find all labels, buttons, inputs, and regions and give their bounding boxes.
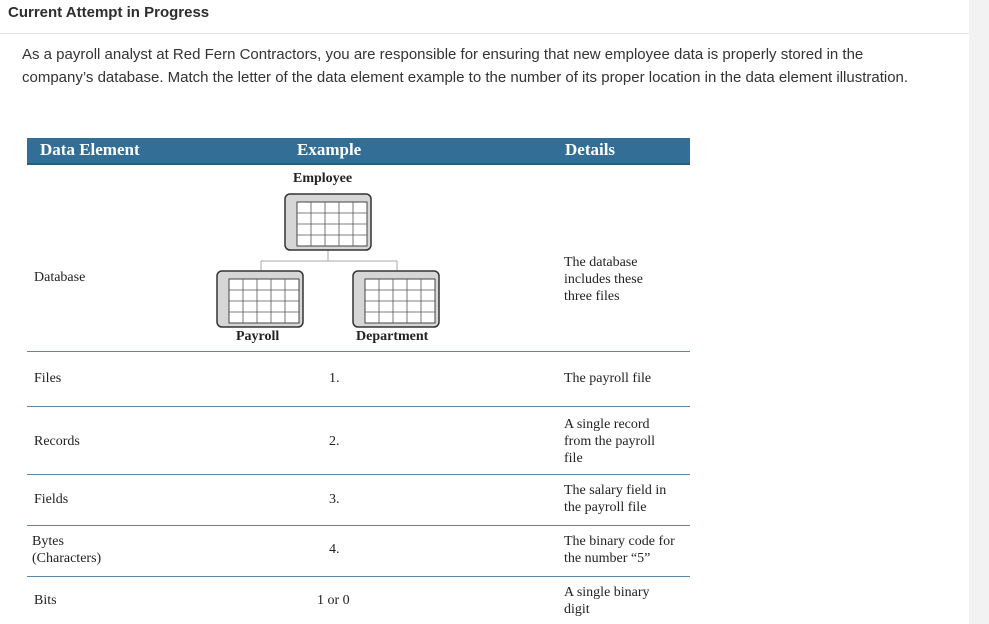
- employee-file-icon: [285, 194, 371, 250]
- row-bits-element: Bits: [34, 593, 57, 608]
- page-title: Current Attempt in Progress: [8, 4, 210, 21]
- row-divider: [27, 525, 690, 526]
- row-bits-example: 1 or 0: [317, 593, 350, 608]
- department-file-icon: [353, 271, 439, 327]
- header-data-element: Data Element: [40, 140, 140, 159]
- row-records-details: A single record from the payroll file: [564, 417, 655, 466]
- employee-label: Employee: [293, 171, 353, 186]
- question-prompt: As a payroll analyst at Red Fern Contractors, you are responsible for ensuring that new employee data is properly stored in the company’s database. Match the letter of the data element example to the number of its proper location in the data element illustration.: [22, 46, 909, 86]
- header-details: Details: [565, 140, 616, 159]
- row-fields-element: Fields: [34, 492, 69, 507]
- row-database-details: The database includes these three files: [564, 255, 643, 304]
- row-divider: [27, 406, 690, 407]
- row-fields-details: The salary field in the payroll file: [564, 483, 667, 515]
- data-element-figure: [27, 138, 690, 624]
- row-divider: [27, 474, 690, 475]
- payroll-label: Payroll: [236, 329, 280, 344]
- row-files-element: Files: [34, 371, 62, 386]
- row-bits-details: A single binary digit: [564, 585, 650, 617]
- scrollbar-track[interactable]: [969, 0, 989, 624]
- payroll-file-icon: [217, 271, 303, 327]
- row-records-example: 2.: [329, 434, 340, 449]
- row-records-element: Records: [34, 434, 80, 449]
- row-divider: [27, 351, 690, 352]
- database-tree-illustration: [27, 138, 690, 348]
- row-bytes-details: The binary code for the number “5”: [564, 534, 675, 566]
- row-bytes-example: 4.: [329, 542, 340, 557]
- department-label: Department: [356, 329, 429, 344]
- row-fields-example: 3.: [329, 492, 340, 507]
- title-divider: [0, 33, 969, 34]
- row-files-example: 1.: [329, 371, 340, 386]
- header-example: Example: [297, 140, 362, 159]
- row-divider: [27, 576, 690, 577]
- row-bytes-element: Bytes (Characters): [32, 534, 102, 566]
- row-files-details: The payroll file: [564, 371, 652, 386]
- row-database-element: Database: [34, 270, 86, 285]
- connector-lines: [261, 250, 397, 270]
